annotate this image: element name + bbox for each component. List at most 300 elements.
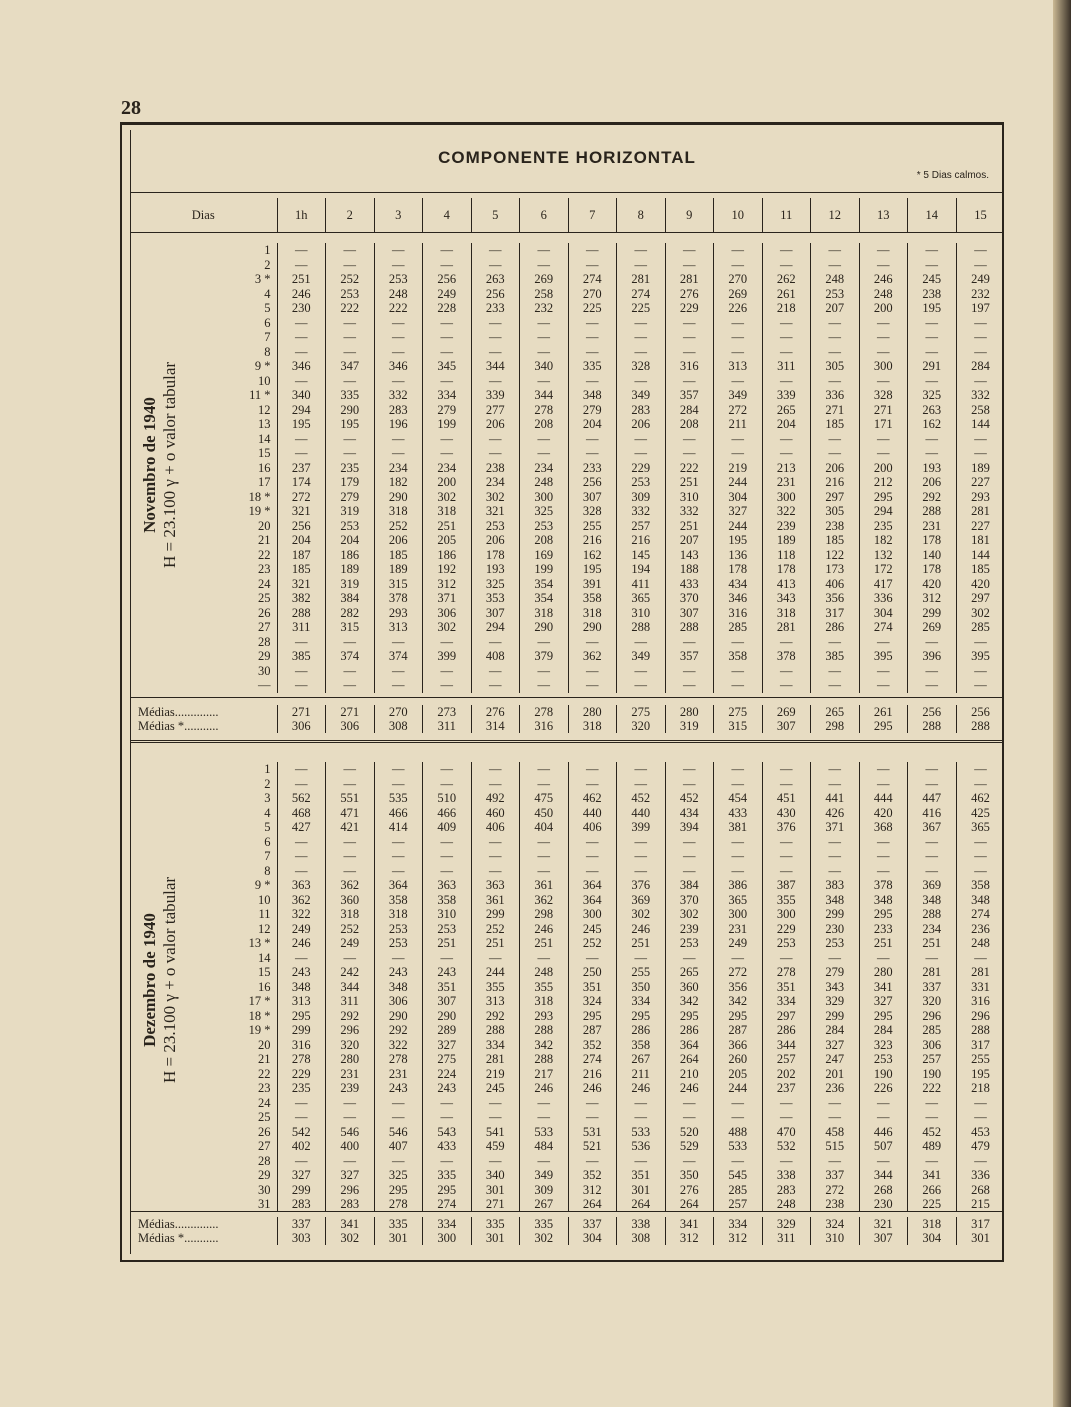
value-cell: 351 [423, 980, 472, 995]
value-cell: 204 [277, 533, 326, 548]
value-cell: 327 [859, 994, 908, 1009]
medias-value: 321 [859, 1217, 908, 1231]
medias-value: 280 [568, 705, 617, 719]
value-cell: 205 [423, 533, 472, 548]
header-top-rule [130, 192, 1004, 193]
value-cell: 378 [374, 591, 423, 606]
value-cell: 257 [617, 519, 666, 534]
medias-value: 256 [908, 705, 957, 719]
value-cell: — [665, 835, 714, 850]
value-cell: 302 [956, 606, 1005, 621]
value-cell: — [811, 345, 860, 360]
value-cell: 216 [811, 475, 860, 490]
value-cell: — [520, 635, 569, 650]
table-row [130, 649, 1005, 664]
value-cell: — [374, 849, 423, 864]
value-cell: 346 [714, 591, 763, 606]
value-cell: — [956, 951, 1005, 966]
value-cell: — [471, 762, 520, 777]
value-cell: — [617, 849, 666, 864]
day-number: 3 * [254, 272, 271, 287]
value-cell: — [811, 1154, 860, 1169]
value-cell: 185 [277, 562, 326, 577]
value-cell: 228 [423, 301, 472, 316]
value-cell: 357 [665, 649, 714, 664]
value-cell: 349 [617, 649, 666, 664]
value-cell: — [956, 635, 1005, 650]
value-cell: 285 [714, 620, 763, 635]
value-cell: 352 [568, 1038, 617, 1053]
value-cell: 204 [568, 417, 617, 432]
medias-value: 303 [277, 1231, 326, 1245]
value-cell: 313 [277, 994, 326, 1009]
table-row [130, 533, 1005, 548]
medias-value: 301 [471, 1231, 520, 1245]
value-cell: — [811, 1096, 860, 1111]
value-cell: 347 [326, 359, 375, 374]
value-cell: 354 [520, 577, 569, 592]
value-cell: 229 [617, 461, 666, 476]
value-cell: 219 [714, 461, 763, 476]
value-cell: — [811, 678, 860, 693]
value-cell: 269 [714, 287, 763, 302]
value-cell: 374 [326, 649, 375, 664]
day-number: 12 [258, 921, 271, 936]
value-cell: 274 [568, 1052, 617, 1067]
value-cell: 237 [762, 1081, 811, 1096]
value-cell: 300 [520, 490, 569, 505]
value-cell: — [471, 316, 520, 331]
value-cell: 208 [665, 417, 714, 432]
medias-value: 311 [762, 1231, 811, 1245]
day-number: 5 [264, 820, 271, 835]
value-cell: 302 [423, 490, 472, 505]
value-cell: — [908, 849, 957, 864]
value-cell: — [908, 1154, 957, 1169]
table-row [130, 849, 1005, 864]
value-cell: 425 [956, 806, 1005, 821]
medias-value: 317 [956, 1217, 1005, 1231]
day-number: 2 [264, 257, 271, 272]
table-row [130, 965, 1005, 980]
value-cell: 295 [859, 1009, 908, 1024]
value-cell: 384 [665, 878, 714, 893]
value-cell: 325 [374, 1168, 423, 1183]
value-cell: 300 [859, 359, 908, 374]
value-cell: 364 [665, 1038, 714, 1053]
value-cell: — [617, 374, 666, 389]
medias-value: 334 [714, 1217, 763, 1231]
value-cell: — [617, 835, 666, 850]
value-cell: 185 [811, 417, 860, 432]
table-row [130, 446, 1005, 461]
value-cell: 384 [326, 591, 375, 606]
december-medias-table [130, 1217, 1005, 1245]
december-formula-label: H = 23.100 γ + o valor tabular [160, 876, 179, 1084]
medias-value: 302 [520, 1231, 569, 1245]
value-cell: 344 [326, 980, 375, 995]
value-cell: 409 [423, 820, 472, 835]
value-cell: — [956, 446, 1005, 461]
value-cell: 427 [277, 820, 326, 835]
value-cell: 172 [859, 562, 908, 577]
value-cell: — [423, 316, 472, 331]
value-cell: 341 [859, 980, 908, 995]
value-cell: — [326, 316, 375, 331]
value-cell: — [277, 951, 326, 966]
value-cell: — [665, 678, 714, 693]
value-cell: — [374, 1096, 423, 1111]
value-cell: — [471, 243, 520, 258]
value-cell: 253 [423, 922, 472, 937]
value-cell: 288 [277, 606, 326, 621]
medias-value: 306 [277, 719, 326, 733]
value-cell: 426 [811, 806, 860, 821]
value-cell: 440 [617, 806, 666, 821]
day-number: 16 [258, 460, 271, 475]
value-cell: 318 [423, 504, 472, 519]
value-cell: — [714, 835, 763, 850]
day-number: 11 * [249, 388, 271, 403]
value-cell: — [326, 345, 375, 360]
value-cell: — [859, 1154, 908, 1169]
value-cell: 264 [617, 1197, 666, 1212]
medias-value: 288 [956, 719, 1005, 733]
value-cell: 351 [762, 980, 811, 995]
value-cell: — [568, 1110, 617, 1125]
value-cell: — [326, 330, 375, 345]
value-cell: 433 [423, 1139, 472, 1154]
value-cell: — [471, 635, 520, 650]
value-cell: 264 [665, 1197, 714, 1212]
medias-value: 318 [568, 719, 617, 733]
table-row [130, 1110, 1005, 1125]
value-cell: — [520, 835, 569, 850]
value-cell: 327 [277, 1168, 326, 1183]
value-cell: 230 [859, 1197, 908, 1212]
value-cell: 213 [762, 461, 811, 476]
value-cell: 260 [714, 1052, 763, 1067]
value-cell: 178 [762, 562, 811, 577]
value-cell: 299 [277, 1023, 326, 1038]
value-cell: 277 [471, 403, 520, 418]
value-cell: 253 [811, 936, 860, 951]
value-cell: 492 [471, 791, 520, 806]
value-cell: 299 [811, 907, 860, 922]
value-cell: — [714, 849, 763, 864]
value-cell: — [762, 762, 811, 777]
value-cell: 295 [714, 1009, 763, 1024]
value-cell: 399 [617, 820, 666, 835]
value-cell: — [714, 330, 763, 345]
value-cell: 452 [617, 791, 666, 806]
value-cell: 318 [374, 504, 423, 519]
value-cell: 335 [568, 359, 617, 374]
medias-value: 271 [326, 705, 375, 719]
value-cell: 255 [956, 1052, 1005, 1067]
value-cell: 246 [568, 1081, 617, 1096]
value-cell: 434 [665, 806, 714, 821]
day-number: 12 [258, 402, 271, 417]
value-cell: 182 [374, 475, 423, 490]
value-cell: 199 [423, 417, 472, 432]
value-cell: 224 [423, 1067, 472, 1082]
value-cell: 351 [568, 980, 617, 995]
value-cell: 256 [277, 519, 326, 534]
medias-value: 269 [762, 705, 811, 719]
value-cell: 288 [908, 907, 957, 922]
value-cell: — [423, 777, 472, 792]
value-cell: — [762, 849, 811, 864]
value-cell: 279 [326, 490, 375, 505]
value-cell: 340 [277, 388, 326, 403]
value-cell: — [617, 316, 666, 331]
value-cell: 185 [811, 533, 860, 548]
value-cell: 249 [714, 936, 763, 951]
table-row [130, 1197, 1005, 1212]
value-cell: 247 [811, 1052, 860, 1067]
value-cell: 202 [762, 1067, 811, 1082]
value-cell: 395 [859, 649, 908, 664]
value-cell: 253 [374, 922, 423, 937]
value-cell: — [423, 1096, 472, 1111]
value-cell: 364 [568, 893, 617, 908]
value-cell: — [374, 664, 423, 679]
value-cell: — [811, 864, 860, 879]
value-cell: 328 [568, 504, 617, 519]
value-cell: 216 [617, 533, 666, 548]
value-cell: 195 [326, 417, 375, 432]
value-cell: 300 [762, 490, 811, 505]
value-cell: 313 [471, 994, 520, 1009]
value-cell: 229 [277, 1067, 326, 1082]
value-cell: 246 [520, 922, 569, 937]
value-cell: — [277, 678, 326, 693]
table-row [130, 678, 1005, 693]
value-cell: 302 [617, 907, 666, 922]
value-cell: — [471, 1110, 520, 1125]
table-row [130, 820, 1005, 835]
value-cell: — [520, 432, 569, 447]
value-cell: 362 [326, 878, 375, 893]
value-cell: 190 [859, 1067, 908, 1082]
value-cell: — [811, 446, 860, 461]
value-cell: — [665, 777, 714, 792]
day-number: 30 [258, 663, 271, 678]
value-cell: 290 [374, 1009, 423, 1024]
value-cell: — [762, 330, 811, 345]
value-cell: 285 [956, 620, 1005, 635]
value-cell: — [665, 1110, 714, 1125]
value-cell: — [568, 664, 617, 679]
value-cell: 340 [520, 359, 569, 374]
value-cell: — [859, 951, 908, 966]
value-cell: 334 [423, 388, 472, 403]
value-cell: — [956, 316, 1005, 331]
value-cell: — [568, 864, 617, 879]
value-cell: — [520, 678, 569, 693]
medias-value: 288 [908, 719, 957, 733]
header-bottom-rule [130, 232, 1004, 233]
value-cell: 348 [568, 388, 617, 403]
value-cell: — [665, 1154, 714, 1169]
value-cell: — [568, 258, 617, 273]
value-cell: — [617, 664, 666, 679]
value-cell: 281 [665, 272, 714, 287]
value-cell: 222 [908, 1081, 957, 1096]
value-cell: 253 [665, 936, 714, 951]
table-row [130, 1183, 1005, 1198]
medias-value: 320 [617, 719, 666, 733]
value-cell: — [277, 664, 326, 679]
table-row [130, 893, 1005, 908]
medias-star-row-label: Médias *........... [138, 1231, 219, 1245]
value-cell: 546 [374, 1125, 423, 1140]
value-cell: 515 [811, 1139, 860, 1154]
value-cell: 459 [471, 1139, 520, 1154]
value-cell: — [617, 345, 666, 360]
table-row [130, 345, 1005, 360]
value-cell: 344 [762, 1038, 811, 1053]
value-cell: 253 [520, 519, 569, 534]
value-cell: 312 [908, 591, 957, 606]
medias-value: 314 [471, 719, 520, 733]
value-cell: 471 [326, 806, 375, 821]
value-cell: 272 [714, 403, 763, 418]
value-cell: 270 [568, 287, 617, 302]
value-cell: — [811, 374, 860, 389]
value-cell: 452 [908, 1125, 957, 1140]
value-cell: 253 [617, 475, 666, 490]
medias-value: 337 [277, 1217, 326, 1231]
value-cell: 310 [423, 907, 472, 922]
value-cell: — [811, 777, 860, 792]
value-cell: 245 [568, 922, 617, 937]
table-row [130, 1067, 1005, 1082]
value-cell: 551 [326, 791, 375, 806]
value-cell: 253 [326, 519, 375, 534]
value-cell: 543 [423, 1125, 472, 1140]
value-cell: — [423, 951, 472, 966]
value-cell: 278 [374, 1197, 423, 1212]
value-cell: 327 [714, 504, 763, 519]
value-cell: 275 [423, 1052, 472, 1067]
value-cell: — [617, 777, 666, 792]
day-number: 13 [258, 417, 271, 432]
value-cell: 385 [811, 649, 860, 664]
hour-header-10: 10 [714, 198, 763, 232]
hour-header-14: 14 [908, 198, 957, 232]
value-cell: — [617, 1096, 666, 1111]
value-cell: — [617, 678, 666, 693]
value-cell: 206 [908, 475, 957, 490]
value-cell: 411 [617, 577, 666, 592]
value-cell: 230 [811, 922, 860, 937]
value-cell: 293 [956, 490, 1005, 505]
value-cell: 430 [762, 806, 811, 821]
page-number: 28 [121, 97, 141, 119]
value-cell: 312 [423, 577, 472, 592]
hour-header-12: 12 [811, 198, 860, 232]
value-cell: — [423, 258, 472, 273]
value-cell: 367 [908, 820, 957, 835]
value-cell: 284 [859, 1023, 908, 1038]
value-cell: 302 [665, 907, 714, 922]
value-cell: 245 [908, 272, 957, 287]
value-cell: — [374, 432, 423, 447]
value-cell: 144 [956, 417, 1005, 432]
value-cell: — [617, 243, 666, 258]
value-cell: 248 [374, 287, 423, 302]
value-cell: 286 [665, 1023, 714, 1038]
value-cell: — [665, 664, 714, 679]
value-cell: — [714, 635, 763, 650]
day-number: 23 [258, 1081, 271, 1096]
value-cell: — [762, 635, 811, 650]
value-cell: 357 [665, 388, 714, 403]
value-cell: 369 [617, 893, 666, 908]
value-cell: 290 [520, 620, 569, 635]
value-cell: 364 [374, 878, 423, 893]
value-cell: 484 [520, 1139, 569, 1154]
medias-value: 308 [374, 719, 423, 733]
value-cell: 324 [568, 994, 617, 1009]
value-cell: 186 [326, 548, 375, 563]
value-cell: 132 [859, 548, 908, 563]
value-cell: 298 [520, 907, 569, 922]
value-cell: — [374, 374, 423, 389]
value-cell: — [326, 635, 375, 650]
value-cell: 337 [811, 1168, 860, 1183]
value-cell: — [665, 432, 714, 447]
value-cell: 368 [859, 820, 908, 835]
value-cell: 185 [956, 562, 1005, 577]
value-cell: 362 [520, 893, 569, 908]
value-cell: 179 [326, 475, 375, 490]
value-cell: — [326, 777, 375, 792]
value-cell: 318 [568, 606, 617, 621]
medias-star-row-label: Médias *........... [138, 719, 219, 733]
day-number: 22 [258, 547, 271, 562]
value-cell: 178 [714, 562, 763, 577]
value-cell: 282 [326, 606, 375, 621]
november-formula-label: H = 23.100 γ + o valor tabular [160, 361, 179, 569]
value-cell: 313 [714, 359, 763, 374]
value-cell: — [471, 951, 520, 966]
day-number: 7 [264, 330, 271, 345]
hour-header-6: 6 [520, 198, 569, 232]
value-cell: 294 [471, 620, 520, 635]
value-cell: 256 [471, 287, 520, 302]
value-cell: 306 [423, 606, 472, 621]
value-cell: 289 [423, 1023, 472, 1038]
value-cell: 140 [908, 548, 957, 563]
value-cell: 219 [471, 1067, 520, 1082]
value-cell: — [568, 1096, 617, 1111]
value-cell: — [326, 432, 375, 447]
value-cell: — [277, 330, 326, 345]
day-number: 24 [258, 576, 271, 591]
value-cell: 337 [908, 980, 957, 995]
medias-value: 335 [471, 1217, 520, 1231]
value-cell: — [374, 835, 423, 850]
value-cell: 192 [423, 562, 472, 577]
value-cell: 352 [568, 1168, 617, 1183]
value-cell: — [762, 432, 811, 447]
day-number: 9 * [254, 878, 271, 893]
value-cell: — [908, 864, 957, 879]
medias-value: 301 [956, 1231, 1005, 1245]
